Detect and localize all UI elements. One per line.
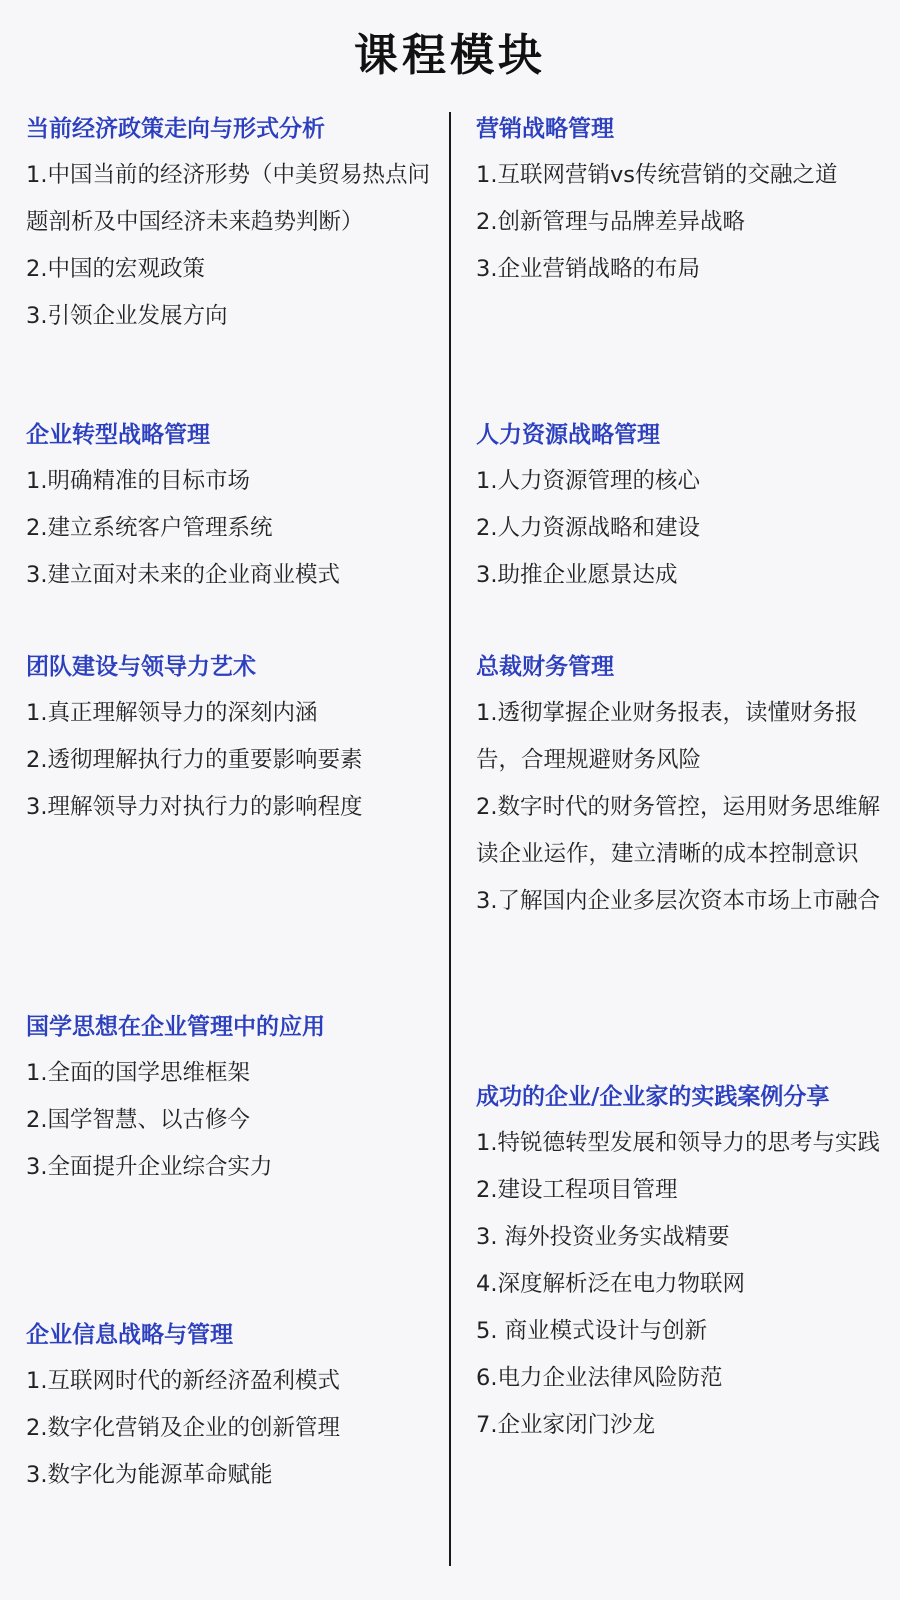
module-item: 2.中国的宏观政策 xyxy=(26,256,205,282)
module-item: 2.透彻理解执行力的重要影响要素 xyxy=(26,747,363,773)
module-heading: 当前经济政策走向与形式分析 xyxy=(26,116,325,142)
module-heading: 人力资源战略管理 xyxy=(476,422,660,448)
module-heading: 企业信息战略与管理 xyxy=(26,1322,233,1348)
module-case-sharing xyxy=(476,1080,888,1449)
module-item: 2.创新管理与品牌差异战略 xyxy=(476,209,745,235)
module-heading: 企业转型战略管理 xyxy=(26,422,210,448)
module-item-list xyxy=(476,1120,888,1449)
module-item: 2.人力资源战略和建设 xyxy=(476,515,700,541)
module-item-list xyxy=(476,690,888,925)
module-item: 3.引领企业发展方向 xyxy=(26,303,228,329)
module-economic-policy xyxy=(26,112,430,340)
module-item-list xyxy=(476,152,888,293)
module-item-list xyxy=(26,458,430,599)
module-item: 2.数字时代的财务管控，运用财务思维解读企业运作，建立清晰的成本控制意识 xyxy=(476,794,880,867)
module-hr-strategy xyxy=(476,418,888,599)
module-item-list xyxy=(26,1358,430,1499)
module-item: 3.数字化为能源革命赋能 xyxy=(26,1462,273,1488)
module-item: 1.真正理解领导力的深刻内涵 xyxy=(26,700,318,726)
module-item-list xyxy=(26,152,430,340)
module-item: 1.互联网时代的新经济盈利模式 xyxy=(26,1368,340,1394)
module-item: 3.企业营销战略的布局 xyxy=(476,256,700,282)
module-item: 3.建立面对未来的企业商业模式 xyxy=(26,562,340,588)
module-sinology-management xyxy=(26,1010,430,1191)
module-item: 1.特锐德转型发展和领导力的思考与实践 xyxy=(476,1130,880,1156)
column-divider xyxy=(449,112,451,1566)
module-heading: 团队建设与领导力艺术 xyxy=(26,654,256,680)
module-item: 6.电力企业法律风险防范 xyxy=(476,1365,723,1391)
module-heading: 国学思想在企业管理中的应用 xyxy=(26,1014,325,1040)
module-information-strategy xyxy=(26,1318,430,1499)
module-item: 5. 商业模式设计与创新 xyxy=(476,1318,708,1344)
module-item-list xyxy=(476,458,888,599)
module-item: 3.了解国内企业多层次资本市场上市融合 xyxy=(476,888,880,914)
module-item: 7.企业家闭门沙龙 xyxy=(476,1412,655,1438)
module-heading: 成功的企业/企业家的实践案例分享 xyxy=(476,1084,830,1110)
module-item: 1.互联网营销vs传统营销的交融之道 xyxy=(476,162,838,188)
module-item: 3. 海外投资业务实战精要 xyxy=(476,1224,730,1250)
module-item: 4.深度解析泛在电力物联网 xyxy=(476,1271,745,1297)
module-item: 3.助推企业愿景达成 xyxy=(476,562,678,588)
module-team-leadership xyxy=(26,650,430,831)
module-heading: 营销战略管理 xyxy=(476,116,614,142)
module-item: 1.中国当前的经济形势（中美贸易热点问题剖析及中国经济未来趋势判断） xyxy=(26,162,430,235)
module-item: 3.全面提升企业综合实力 xyxy=(26,1154,273,1180)
module-finance-management xyxy=(476,650,888,925)
module-item-list xyxy=(26,690,430,831)
module-item: 1.明确精准的目标市场 xyxy=(26,468,250,494)
module-item: 1.全面的国学思维框架 xyxy=(26,1060,250,1086)
module-item: 2.数字化营销及企业的创新管理 xyxy=(26,1415,340,1441)
module-transformation-strategy xyxy=(26,418,430,599)
module-item: 1.透彻掌握企业财务报表，读懂财务报告，合理规避财务风险 xyxy=(476,700,858,773)
module-item: 1.人力资源管理的核心 xyxy=(476,468,700,494)
module-item: 2.建立系统客户管理系统 xyxy=(26,515,273,541)
module-item-list xyxy=(26,1050,430,1191)
module-heading: 总裁财务管理 xyxy=(476,654,614,680)
module-item: 2.国学智慧、以古修今 xyxy=(26,1107,250,1133)
module-item: 3.理解领导力对执行力的影响程度 xyxy=(26,794,363,820)
module-item: 2.建设工程项目管理 xyxy=(476,1177,678,1203)
page-title: 课程模块 xyxy=(354,30,546,81)
module-marketing-strategy xyxy=(476,112,888,293)
